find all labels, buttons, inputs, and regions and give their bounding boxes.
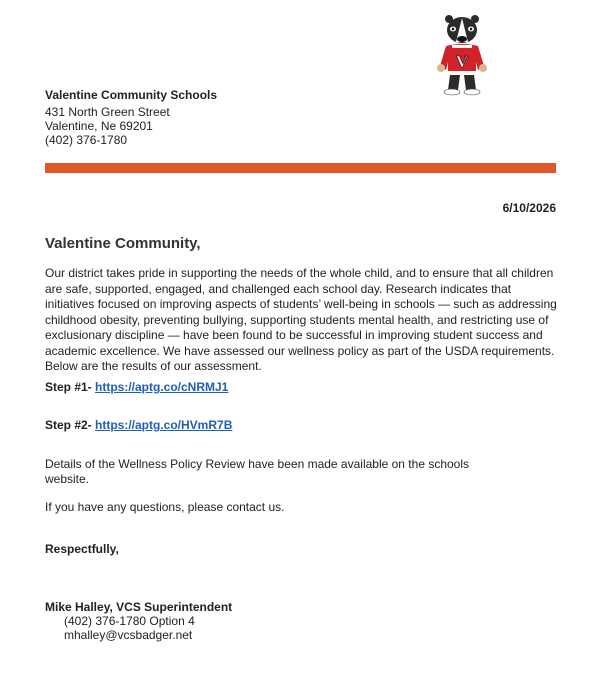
step-1-link[interactable]: https://aptg.co/cNRMJ1: [95, 380, 229, 394]
org-phone: (402) 376-1780: [45, 133, 128, 147]
signature-name: Mike Halley, VCS Superintendent: [45, 600, 233, 614]
step-2: [45, 418, 232, 432]
step-1: [45, 380, 228, 394]
letter-body: Our district takes pride in supporting the needs of the whole child, and to ensure that all children are safe, supported, engaged, and challenged each school day. Research indicates that initiatives focused on improving aspects of students’ well-being in schools — such as addressing childhood obesity, preventing bullying, supporting students mental health, and restricting use of exclusionary discipline — have been found to be successful in improving student success and academic excellence. We have assessed our wellness policy as part of the USDA requirements. Below are the results of our assessment.: [45, 266, 557, 373]
header-divider-bar: [45, 163, 556, 173]
badger-mascot-logo: [432, 14, 496, 98]
letter-greeting: Valentine Community,: [45, 235, 201, 252]
step-2-label: Step #2-: [45, 418, 96, 432]
logo-letter: V: [455, 52, 469, 71]
signature-phone: (402) 376-1780 Option 4: [64, 614, 195, 628]
address-street: 431 North Green Street: [45, 105, 170, 119]
letter-date: 6/10/2026: [502, 201, 556, 215]
step-1-label: Step #1-: [45, 380, 96, 394]
details-note: Details of the Wellness Policy Review have been made available on the schools website.: [45, 457, 470, 486]
address-city: Valentine, Ne 69201: [45, 119, 153, 133]
questions-note: If you have any questions, please contact us.: [45, 500, 285, 514]
org-name: Valentine Community Schools: [45, 88, 218, 102]
signature-email: mhalley@vcsbadger.net: [64, 628, 193, 642]
letter-closing: Respectfully,: [45, 542, 119, 556]
step-2-link[interactable]: https://aptg.co/HVmR7B: [95, 418, 233, 432]
